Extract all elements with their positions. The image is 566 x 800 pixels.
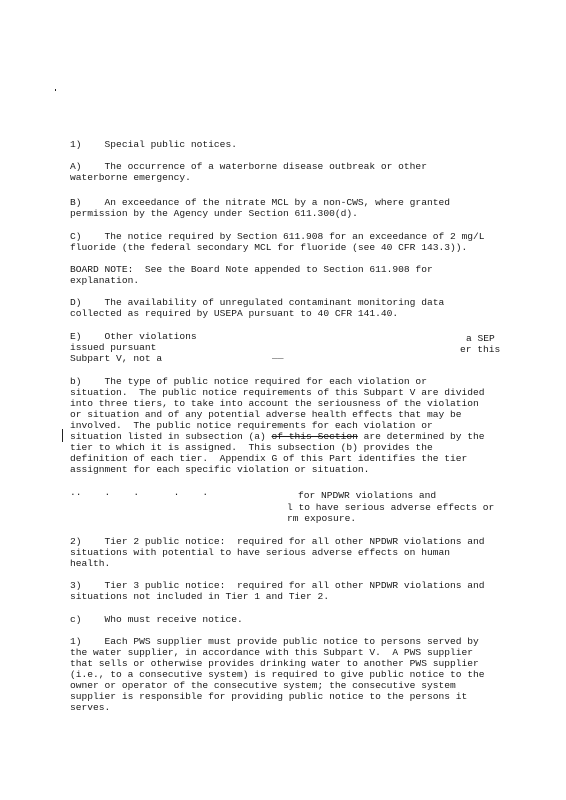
para-b-line-6-start: situation listed in subsection (a) xyxy=(70,431,272,442)
para-c-lower-line: c) Who must receive notice. xyxy=(70,614,243,625)
para-b-lower-line-6 xyxy=(70,431,485,442)
para-1-line: 1) Special public notices. xyxy=(70,139,237,150)
para-e-line-1: E) Other violations xyxy=(70,331,197,342)
para-c1-line-1: 1) Each PWS supplier must provide public notice to persons served by xyxy=(70,636,479,647)
para-b-lower-line-5: involved. The public notice requirements for each violation or xyxy=(70,420,433,431)
para-c1-line-6: supplier is responsible for providing public notice to the persons it xyxy=(70,691,468,702)
para-c1-line-7: serves. xyxy=(70,702,111,713)
para-c1-line-2: the water supplier, in accordance with this Subpart V. A PWS supplier xyxy=(70,647,474,658)
para-3-line-2: situations not included in Tier 1 and Tier 2. xyxy=(70,591,330,602)
para-b-upper-line-1: B) An exceedance of the nitrate MCL by a non-CWS, where granted xyxy=(70,197,450,208)
para-b-lower-line-9: assignment for each specific violation or situation. xyxy=(70,464,370,475)
board-note-line-1: BOARD NOTE: See the Board Note appended to Section 611.908 for xyxy=(70,264,433,275)
para-d-line-2: collected as required by USEPA pursuant to 40 CFR 141.40. xyxy=(70,308,399,319)
para-b-lower-line-8: definition of each tier. Appendix G of this Part identifies the tier xyxy=(70,453,468,464)
para-b-lower-line-3: into three tiers, to take into account the seriousness of the violation xyxy=(70,398,479,409)
para-2-line-1: 2) Tier 2 public notice: required for all other NPDWR violations and xyxy=(70,536,485,547)
para-e-line-1-right: a SEP xyxy=(466,333,495,344)
para-b-lower-line-7: tier to which it is assigned. This subsection (b) provides the xyxy=(70,442,433,453)
para-b-lower-line-4: or situation and of any potential adverse health effects that may be xyxy=(70,409,462,420)
para-b1-left: .. . . . . xyxy=(70,487,209,498)
para-b-lower-line-2: situation. The public notice requirements of this Subpart V are divided xyxy=(70,387,485,398)
para-2-line-3: health. xyxy=(70,558,111,569)
para-a-line-1: A) The occurrence of a waterborne disease outbreak or other xyxy=(70,161,427,172)
para-b1-right-3: rm exposure. xyxy=(287,513,357,524)
scan-speck xyxy=(55,89,56,91)
para-c-upper-line-2: fluoride (the federal secondary MCL for fluoride (see 40 CFR 143.3)). xyxy=(70,242,468,253)
para-b-line-6-end: are determined by the xyxy=(357,431,485,442)
para-c1-line-4: (i.e., to a consecutive system) is required to give public notice to the xyxy=(70,669,485,680)
para-c-upper-line-1: C) The notice required by Section 611.908 for an exceedance of 2 mg/L xyxy=(70,231,485,242)
para-c1-line-5: owner or operator of the consecutive system; the consecutive system xyxy=(70,680,456,691)
para-b1-right-2: l to have serious adverse effects or xyxy=(287,502,495,513)
para-e-line-2-right: er this xyxy=(460,344,501,355)
para-b-lower-line-1: b) The type of public notice required for each violation or xyxy=(70,376,427,387)
para-e-line-3: Subpart V, not a xyxy=(70,353,163,364)
para-b1-right-1: for NPDWR violations and xyxy=(298,490,437,501)
change-bar xyxy=(62,429,63,442)
para-e-line-3-right: __ xyxy=(272,350,284,361)
para-a-line-2: waterborne emergency. xyxy=(70,172,191,183)
para-d-line-1: D) The availability of unregulated contaminant monitoring data xyxy=(70,297,445,308)
board-note-line-2: explanation. xyxy=(70,275,140,286)
para-e-line-2: issued pursuant xyxy=(70,342,157,353)
struck-text: of this Section xyxy=(271,431,358,442)
para-3-line-1: 3) Tier 3 public notice: required for all other NPDWR violations and xyxy=(70,580,485,591)
para-2-line-2: situations with potential to have serious adverse effects on human xyxy=(70,547,450,558)
para-c1-line-3: that sells or otherwise provides drinking water to another PWS supplier xyxy=(70,658,479,669)
para-b-upper-line-2: permission by the Agency under Section 611.300(d). xyxy=(70,208,358,219)
